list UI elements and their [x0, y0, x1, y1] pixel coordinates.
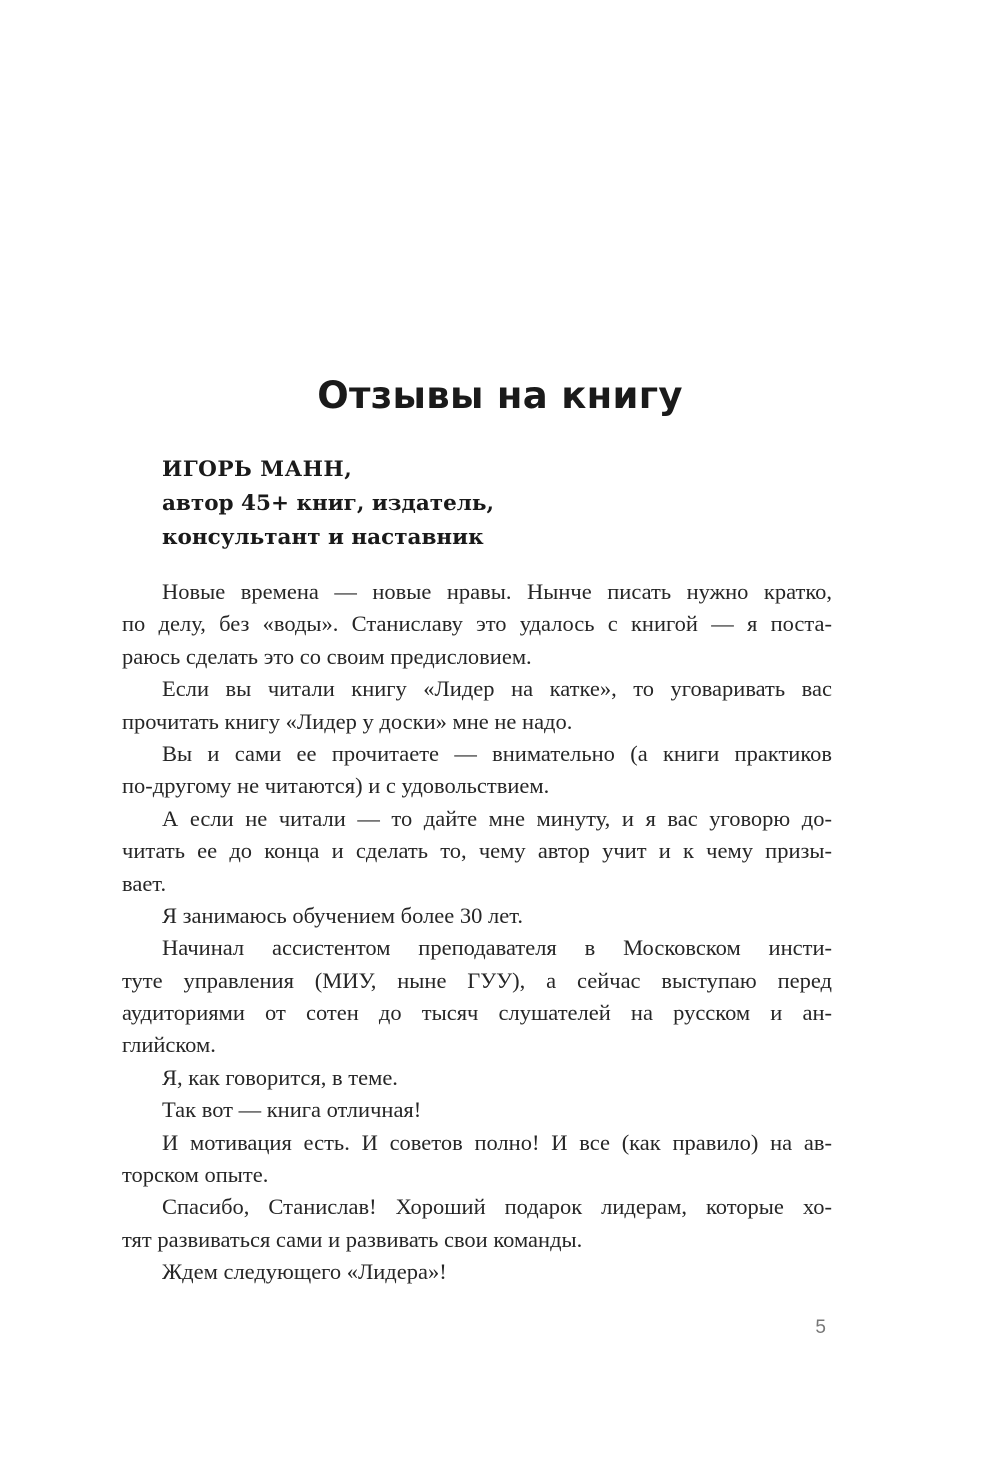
review-line: Ждем следующего «Лидера»!: [162, 1259, 447, 1285]
review-line: Я, как говорится, в теме.: [162, 1064, 398, 1090]
review-line: торском опыте.: [122, 1162, 269, 1188]
review-line: аудиториями от сотен до тысяч слушателей на русском и ан-: [122, 1000, 832, 1026]
review-line: по-другому не читаются) и с удовольствием.: [122, 773, 550, 799]
review-line: А если не читали — то дайте мне минуту, и я вас уговорю до-: [162, 805, 832, 831]
review-line: прочитать книгу «Лидер у доски» мне не надо.: [122, 708, 573, 734]
review-line: тят развиваться сами и развивать свои команды.: [122, 1226, 583, 1252]
page-title: Отзывы на книгу: [317, 374, 683, 417]
review-line: Начинал ассистентом преподавателя в Московском инсти-: [162, 935, 832, 961]
review-line: Я занимаюсь обучением более 30 лет.: [162, 902, 523, 928]
review-line: И мотивация есть. И советов полно! И все (как правило) на ав-: [162, 1129, 832, 1155]
review-line: Если вы читали книгу «Лидер на катке», то уговаривать вас: [162, 676, 832, 702]
review-line: читать ее до конца и сделать то, чему автор учит и к чему призы-: [122, 838, 832, 864]
review-line: Вы и сами ее прочитаете — внимательно (а книги практиков: [162, 740, 832, 766]
review-text: [122, 576, 832, 1289]
review-line: вает.: [122, 870, 167, 896]
review-line: по делу, без «воды». Станиславу это удалось с книгой — я поста-: [122, 611, 832, 637]
reviewer-name: ИГОРЬ МАНН,: [162, 457, 353, 482]
reviewer-role-line-2: консультант и наставник: [162, 525, 484, 550]
review-line: Так вот — книга отличная!: [162, 1097, 422, 1123]
review-line: Новые времена — новые нравы. Нынче писать нужно кратко,: [162, 579, 832, 604]
reviewer-heading: [162, 453, 842, 555]
review-line: туте управления (МИУ, ныне ГУУ), а сейчас выступаю перед: [122, 967, 832, 993]
review-line: Спасибо, Станислав! Хороший подарок лидерам, которые хо-: [162, 1194, 832, 1220]
review-line: глийском.: [122, 1032, 216, 1058]
page-number: 5: [815, 1317, 826, 1338]
review-line: раюсь сделать это со своим предисловием.: [122, 643, 532, 669]
reviewer-role-line-1: автор 45+ книг, издатель,: [162, 491, 494, 516]
